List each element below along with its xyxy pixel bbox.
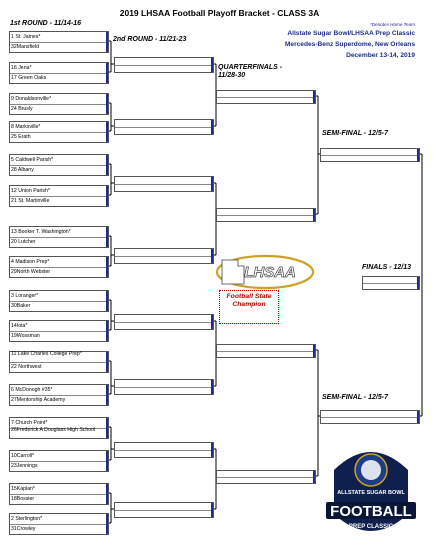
slot-divider — [115, 58, 213, 66]
winner-bar — [106, 352, 109, 372]
team-bottom: 31Crowley — [11, 526, 36, 532]
round-label-quarterfinals: QUARTERFINALS - — [218, 64, 283, 71]
matchup-box — [9, 483, 109, 505]
winner-bar — [211, 315, 214, 329]
winner-bar — [417, 277, 420, 289]
second-round-box — [114, 57, 214, 73]
team-top: 10Carroll* — [11, 453, 35, 459]
slot-divider — [115, 120, 213, 128]
team-bottom: 22 Northwest — [11, 364, 42, 370]
matchup-box — [9, 93, 109, 115]
svg-text:PREP CLASSIC: PREP CLASSIC — [348, 524, 394, 530]
home-team-note: *Denotes Home Team — [369, 22, 415, 27]
slot-divider — [115, 380, 213, 388]
team-bottom: 30Baker — [11, 303, 31, 309]
winner-bar — [106, 484, 109, 504]
team-top: 6 McDonogh #35* — [11, 387, 53, 393]
winner-bar — [106, 385, 109, 405]
matchup-box — [9, 154, 109, 176]
team-bottom: 17 Green Oaks — [11, 75, 47, 81]
team-top: 3 Loranger* — [11, 293, 39, 299]
matchup-box — [9, 226, 109, 248]
second-round-box — [114, 502, 214, 518]
champion-box — [219, 290, 279, 324]
team-bottom: 23Jennings — [11, 463, 38, 469]
winner-bar — [211, 177, 214, 191]
matchup-box — [9, 384, 109, 406]
winner-bar — [106, 122, 109, 142]
team-top: 16 Jena* — [11, 65, 32, 71]
team-bottom: 20 Lutcher — [11, 239, 36, 245]
winner-bar — [211, 380, 214, 394]
svg-text:LHSAA: LHSAA — [244, 264, 296, 281]
matchup-box — [9, 351, 109, 373]
matchup-box — [9, 185, 109, 207]
slot-divider — [115, 503, 213, 511]
second-round-box — [114, 314, 214, 330]
team-bottom: 19Wossman — [11, 333, 40, 339]
second-round-box — [114, 119, 214, 135]
slot-divider — [321, 411, 419, 418]
event-line-2: Mercedes-Benz Superdome, New Orleans — [284, 41, 415, 48]
team-top: 15Kaplan* — [11, 486, 35, 492]
prep-classic-badge — [322, 440, 420, 548]
quarterfinal-box — [216, 90, 316, 104]
round-label-first: 1st ROUND - 11/14-16 — [10, 20, 82, 27]
winner-bar — [106, 227, 109, 247]
team-bottom: 26Frederick A Douglass High School — [11, 426, 96, 433]
winner-bar — [106, 451, 109, 471]
winner-bar — [313, 209, 316, 221]
slot-divider — [115, 443, 213, 451]
winner-bar — [211, 249, 214, 263]
slot-divider — [217, 91, 315, 98]
slot-divider — [217, 209, 315, 216]
quarterfinal-box — [216, 470, 316, 484]
second-round-box — [114, 176, 214, 192]
event-line-1: Allstate Sugar Bowl/LHSAA Prep Classic — [287, 30, 415, 37]
team-top: 14Iota* — [11, 323, 28, 329]
champion-label: Football State Champion — [226, 293, 272, 308]
matchup-box — [9, 450, 109, 472]
matchup-box — [9, 290, 109, 312]
round-label-semifinal-bottom: SEMI-FINAL - 12/5-7 — [322, 394, 388, 401]
winner-bar — [313, 91, 316, 103]
winner-bar — [313, 345, 316, 357]
team-top: 2 Sterlington* — [11, 516, 43, 522]
winner-bar — [417, 149, 420, 161]
lhsaa-logo — [214, 254, 316, 290]
winner-bar — [106, 321, 109, 341]
winner-bar — [106, 418, 109, 438]
team-bottom: 18Bossier — [11, 496, 35, 502]
team-top: 11 Lake Charles College Prep* — [11, 351, 82, 357]
winner-bar — [211, 503, 214, 517]
slot-divider — [217, 471, 315, 478]
winner-bar — [106, 32, 109, 52]
matchup-box — [9, 513, 109, 535]
quarterfinal-box — [216, 208, 316, 222]
winner-bar — [106, 514, 109, 534]
slot-divider — [321, 149, 419, 156]
team-top: 8 Marksville* — [11, 124, 41, 130]
svg-text:FOOTBALL: FOOTBALL — [330, 503, 412, 520]
matchup-box — [9, 320, 109, 342]
team-bottom: 32Mansfield — [11, 44, 39, 50]
team-top: 4 Madison Prep* — [11, 259, 50, 265]
team-bottom: 21 St. Martinville — [11, 198, 50, 204]
second-round-box — [114, 379, 214, 395]
slot-divider — [115, 249, 213, 257]
quarterfinal-box — [216, 344, 316, 358]
round-label-semifinal-top: SEMI-FINAL - 12/5-7 — [322, 130, 388, 137]
second-round-box — [114, 442, 214, 458]
round-label-quarterfinals-date: 11/28-30 — [218, 72, 246, 79]
team-top: 7 Church Point* — [11, 420, 48, 426]
matchup-box — [9, 121, 109, 143]
final-box — [362, 276, 420, 290]
svg-text:ALLSTATE SUGAR BOWL: ALLSTATE SUGAR BOWL — [337, 490, 405, 496]
round-label-finals: FINALS - 12/13 — [362, 264, 412, 271]
winner-bar — [106, 155, 109, 175]
matchup-box — [9, 256, 109, 278]
team-top: 9 Donaldsonville* — [11, 96, 52, 102]
slot-divider — [363, 277, 419, 284]
winner-bar — [313, 471, 316, 483]
team-bottom: 29North Webster — [11, 269, 51, 275]
winner-bar — [106, 186, 109, 206]
winner-bar — [106, 291, 109, 311]
winner-bar — [211, 58, 214, 72]
second-round-box — [114, 248, 214, 264]
team-bottom: 25 Erath — [11, 134, 31, 140]
winner-bar — [417, 411, 420, 423]
slot-divider — [217, 345, 315, 352]
matchup-box — [9, 62, 109, 84]
winner-bar — [211, 120, 214, 134]
winner-bar — [106, 63, 109, 83]
team-bottom: 28 Albany — [11, 167, 34, 173]
slot-divider — [115, 177, 213, 185]
round-label-second: 2nd ROUND - 11/21-23 — [113, 36, 187, 43]
matchup-box — [9, 417, 109, 439]
team-top: 13 Booker T. Washington* — [11, 229, 71, 235]
winner-bar — [106, 94, 109, 114]
team-top: 12 Union Parish* — [11, 188, 50, 194]
team-bottom: 24 Brusly — [11, 106, 33, 112]
event-line-3: December 13-14, 2019 — [346, 52, 415, 59]
page-title: 2019 LHSAA Football Playoff Bracket - CLASS 3A — [119, 8, 320, 18]
semifinal-box — [320, 148, 420, 162]
matchup-box — [9, 31, 109, 53]
winner-bar — [211, 443, 214, 457]
slot-divider — [115, 315, 213, 323]
team-top: 1 St. James* — [11, 34, 41, 40]
team-bottom: 27Mentorship Academy — [11, 397, 66, 403]
team-top: 5 Caldwell Parish* — [11, 157, 54, 163]
semifinal-box — [320, 410, 420, 424]
winner-bar — [106, 257, 109, 277]
